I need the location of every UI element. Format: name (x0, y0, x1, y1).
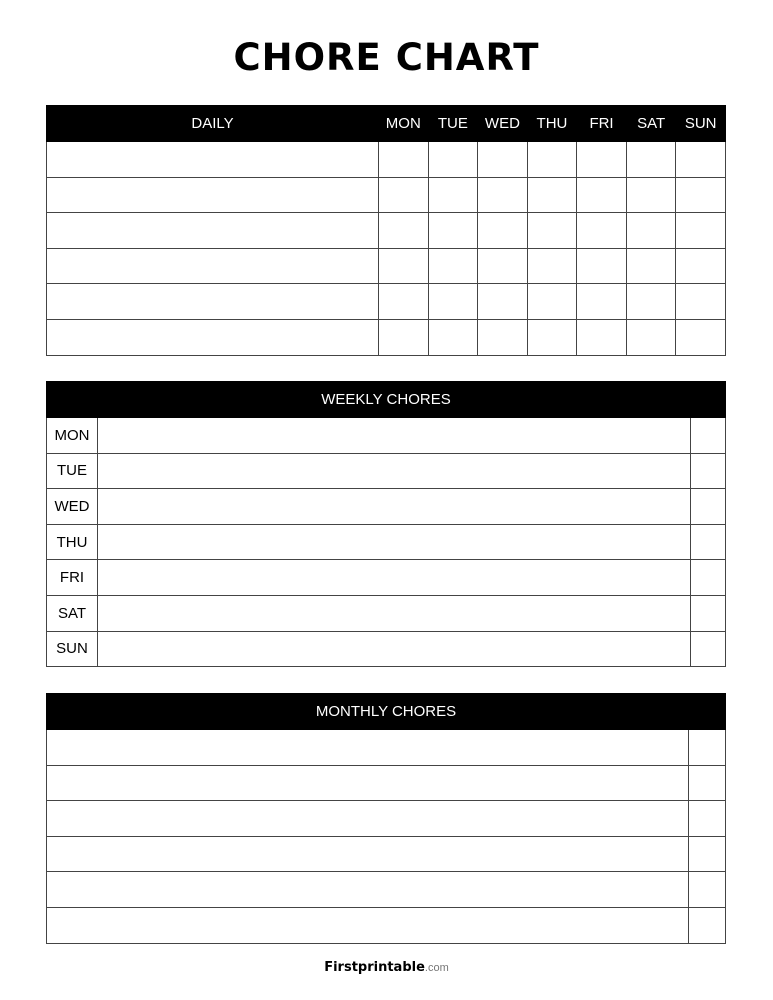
daily-check-cell-sat[interactable] (626, 248, 676, 284)
daily-check-cell-tue[interactable] (428, 284, 478, 320)
daily-check-cell-fri[interactable] (577, 319, 627, 355)
weekly-chore-cell[interactable] (98, 595, 691, 631)
day-header-tue: TUE (428, 106, 478, 142)
weekly-row-wed (47, 489, 726, 525)
daily-check-cell-wed[interactable] (478, 284, 528, 320)
monthly-row (47, 765, 726, 801)
daily-check-cell-sat[interactable] (626, 284, 676, 320)
daily-check-cell-sun[interactable] (676, 248, 726, 284)
daily-row (47, 319, 726, 355)
daily-check-cell-wed[interactable] (478, 248, 528, 284)
daily-rows (47, 142, 726, 356)
monthly-row (47, 801, 726, 837)
weekly-day-label: TUE (47, 453, 98, 489)
weekly-row-mon (47, 418, 726, 454)
daily-check-cell-mon[interactable] (379, 213, 429, 249)
daily-chore-cell[interactable] (47, 284, 379, 320)
daily-chores-table (46, 105, 726, 356)
weekly-check-cell[interactable] (690, 489, 725, 525)
monthly-check-cell[interactable] (688, 765, 725, 801)
daily-check-cell-thu[interactable] (527, 248, 577, 284)
daily-check-cell-tue[interactable] (428, 248, 478, 284)
weekly-chore-cell[interactable] (98, 489, 691, 525)
daily-check-cell-thu[interactable] (527, 319, 577, 355)
day-header-mon: MON (379, 106, 429, 142)
daily-check-cell-mon[interactable] (379, 284, 429, 320)
daily-check-cell-fri[interactable] (577, 248, 627, 284)
weekly-check-cell[interactable] (690, 418, 725, 454)
daily-check-cell-mon[interactable] (379, 248, 429, 284)
daily-check-cell-mon[interactable] (379, 142, 429, 178)
weekly-row-thu (47, 524, 726, 560)
daily-chore-cell[interactable] (47, 213, 379, 249)
daily-check-cell-mon[interactable] (379, 177, 429, 213)
weekly-check-cell[interactable] (690, 453, 725, 489)
weekly-row-tue (47, 453, 726, 489)
brand-domain: .com (424, 962, 449, 974)
monthly-chore-cell[interactable] (47, 872, 689, 908)
monthly-header: MONTHLY CHORES (47, 694, 726, 730)
daily-row (47, 177, 726, 213)
daily-check-cell-wed[interactable] (478, 142, 528, 178)
weekly-chore-cell[interactable] (98, 560, 691, 596)
weekly-day-label: FRI (47, 560, 98, 596)
weekly-row-sat (47, 595, 726, 631)
weekly-header: WEEKLY CHORES (47, 382, 726, 418)
daily-header-row (47, 106, 726, 142)
weekly-check-cell[interactable] (690, 595, 725, 631)
daily-row (47, 284, 726, 320)
monthly-check-cell[interactable] (688, 836, 725, 872)
monthly-chore-cell[interactable] (47, 836, 689, 872)
day-header-sat: SAT (626, 106, 676, 142)
monthly-chore-cell[interactable] (47, 801, 689, 837)
daily-check-cell-thu[interactable] (527, 213, 577, 249)
weekly-chore-cell[interactable] (98, 631, 691, 667)
daily-check-cell-wed[interactable] (478, 177, 528, 213)
daily-check-cell-thu[interactable] (527, 142, 577, 178)
weekly-chores-table (46, 381, 726, 667)
monthly-row (47, 730, 726, 766)
daily-check-cell-thu[interactable] (527, 284, 577, 320)
daily-row (47, 248, 726, 284)
daily-check-cell-sat[interactable] (626, 319, 676, 355)
page-title: CHORE CHART (233, 36, 540, 79)
weekly-chore-cell[interactable] (98, 418, 691, 454)
weekly-day-label: THU (47, 524, 98, 560)
weekly-day-label: SUN (47, 631, 98, 667)
daily-header: DAILY (47, 106, 379, 142)
monthly-row (47, 836, 726, 872)
weekly-check-cell[interactable] (690, 560, 725, 596)
monthly-check-cell[interactable] (688, 907, 725, 943)
day-header-fri: FRI (577, 106, 627, 142)
daily-check-cell-sun[interactable] (676, 284, 726, 320)
daily-chore-cell[interactable] (47, 319, 379, 355)
monthly-chore-cell[interactable] (47, 907, 689, 943)
daily-row (47, 142, 726, 178)
brand-name: Firstprintable (324, 960, 425, 975)
daily-chore-cell[interactable] (47, 177, 379, 213)
day-header-wed: WED (478, 106, 528, 142)
daily-check-cell-thu[interactable] (527, 177, 577, 213)
day-header-thu: THU (527, 106, 577, 142)
day-header-sun: SUN (676, 106, 726, 142)
daily-chore-cell[interactable] (47, 248, 379, 284)
weekly-day-label: SAT (47, 595, 98, 631)
daily-check-cell-sat[interactable] (626, 213, 676, 249)
monthly-chore-cell[interactable] (47, 765, 689, 801)
monthly-row (47, 872, 726, 908)
monthly-check-cell[interactable] (688, 730, 725, 766)
daily-check-cell-fri[interactable] (577, 142, 627, 178)
monthly-chore-cell[interactable] (47, 730, 689, 766)
monthly-row (47, 907, 726, 943)
weekly-check-cell[interactable] (690, 631, 725, 667)
monthly-rows (47, 730, 726, 944)
footer-brand (0, 959, 773, 975)
weekly-row-sun (47, 631, 726, 667)
weekly-row-fri (47, 560, 726, 596)
daily-check-cell-fri[interactable] (577, 284, 627, 320)
daily-check-cell-tue[interactable] (428, 142, 478, 178)
monthly-header-row (47, 694, 726, 730)
daily-check-cell-sun[interactable] (676, 142, 726, 178)
weekly-check-cell[interactable] (690, 524, 725, 560)
daily-check-cell-sun[interactable] (676, 319, 726, 355)
weekly-header-row (47, 382, 726, 418)
daily-check-cell-sat[interactable] (626, 142, 676, 178)
daily-check-cell-sun[interactable] (676, 213, 726, 249)
daily-check-cell-sun[interactable] (676, 177, 726, 213)
monthly-chores-table (46, 693, 726, 944)
daily-check-cell-wed[interactable] (478, 319, 528, 355)
daily-check-cell-fri[interactable] (577, 213, 627, 249)
monthly-check-cell[interactable] (688, 801, 725, 837)
weekly-chore-cell[interactable] (98, 524, 691, 560)
daily-chore-cell[interactable] (47, 142, 379, 178)
weekly-chore-cell[interactable] (98, 453, 691, 489)
daily-check-cell-tue[interactable] (428, 319, 478, 355)
daily-check-cell-sat[interactable] (626, 177, 676, 213)
daily-check-cell-tue[interactable] (428, 177, 478, 213)
monthly-check-cell[interactable] (688, 872, 725, 908)
weekly-day-label: WED (47, 489, 98, 525)
daily-row (47, 213, 726, 249)
daily-check-cell-fri[interactable] (577, 177, 627, 213)
weekly-day-label: MON (47, 418, 98, 454)
daily-check-cell-mon[interactable] (379, 319, 429, 355)
daily-check-cell-tue[interactable] (428, 213, 478, 249)
daily-check-cell-wed[interactable] (478, 213, 528, 249)
